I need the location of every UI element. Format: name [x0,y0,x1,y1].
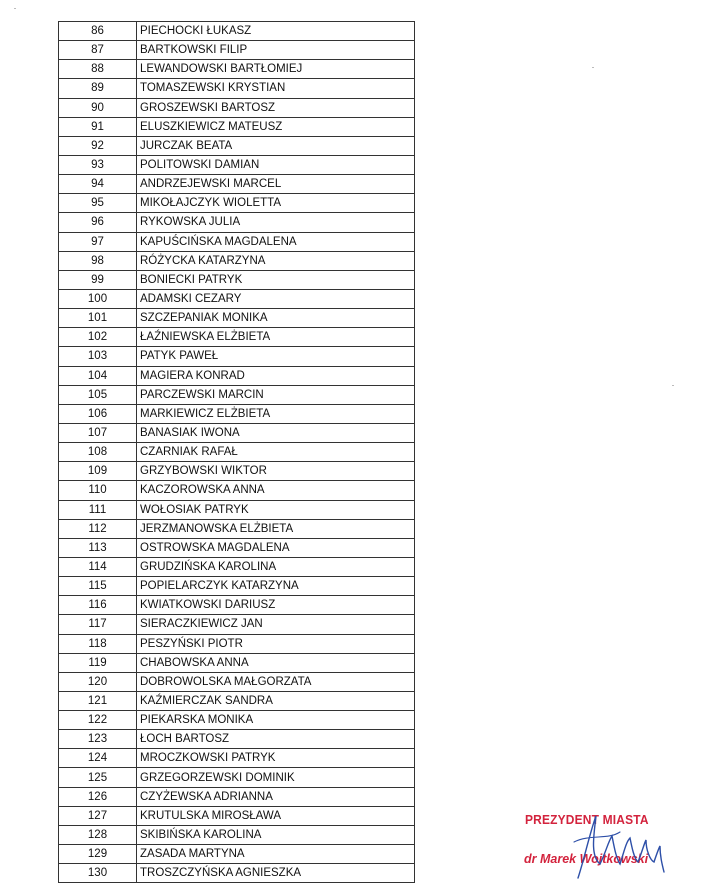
person-name: GRZEGORZEWSKI DOMINIK [137,768,415,787]
person-name: MAGIERA KONRAD [137,366,415,385]
row-number: 129 [59,845,137,864]
names-table-body [59,22,415,883]
person-name: CZYŻEWSKA ADRIANNA [137,787,415,806]
person-name: KAŹMIERCZAK SANDRA [137,691,415,710]
scan-speck [14,8,16,9]
row-number: 113 [59,538,137,557]
table-row [59,825,415,844]
table-row [59,309,415,328]
table-row [59,577,415,596]
table-row [59,347,415,366]
row-number: 86 [59,22,137,41]
row-number: 118 [59,634,137,653]
person-name: GROSZEWSKI BARTOSZ [137,98,415,117]
table-row [59,634,415,653]
person-name: ZASADA MARTYNA [137,845,415,864]
row-number: 91 [59,117,137,136]
person-name: TROSZCZYŃSKA AGNIESZKA [137,864,415,883]
table-row [59,41,415,60]
row-number: 128 [59,825,137,844]
row-number: 88 [59,60,137,79]
person-name: PATYK PAWEŁ [137,347,415,366]
person-name: MIKOŁAJCZYK WIOLETTA [137,194,415,213]
row-number: 99 [59,270,137,289]
row-number: 125 [59,768,137,787]
person-name: ANDRZEJEWSKI MARCEL [137,175,415,194]
person-name: PESZYŃSKI PIOTR [137,634,415,653]
table-row [59,462,415,481]
person-name: POLITOWSKI DAMIAN [137,155,415,174]
row-number: 119 [59,653,137,672]
person-name: KWIATKOWSKI DARIUSZ [137,596,415,615]
row-number: 105 [59,385,137,404]
person-name: ŁOCH BARTOSZ [137,730,415,749]
row-number: 106 [59,404,137,423]
table-row [59,194,415,213]
table-row [59,596,415,615]
table-row [59,136,415,155]
person-name: ADAMSKI CEZARY [137,289,415,308]
person-name: CZARNIAK RAFAŁ [137,443,415,462]
person-name: SIERACZKIEWICZ JAN [137,615,415,634]
row-number: 90 [59,98,137,117]
table-row [59,615,415,634]
table-row [59,385,415,404]
person-name: KAPUŚCIŃSKA MAGDALENA [137,232,415,251]
row-number: 122 [59,711,137,730]
person-name: PIECHOCKI ŁUKASZ [137,22,415,41]
table-row [59,806,415,825]
row-number: 108 [59,443,137,462]
table-row [59,481,415,500]
table-row [59,557,415,576]
row-number: 121 [59,691,137,710]
handwritten-signature [560,812,704,881]
person-name: SZCZEPANIAK MONIKA [137,309,415,328]
row-number: 100 [59,289,137,308]
table-row [59,864,415,883]
row-number: 123 [59,730,137,749]
table-row [59,213,415,232]
row-number: 126 [59,787,137,806]
person-name: DOBROWOLSKA MAŁGORZATA [137,672,415,691]
person-name: JERZMANOWSKA ELŻBIETA [137,519,415,538]
table-row [59,672,415,691]
row-number: 117 [59,615,137,634]
row-number: 97 [59,232,137,251]
table-row [59,845,415,864]
table-row [59,251,415,270]
row-number: 130 [59,864,137,883]
table-row [59,519,415,538]
table-row [59,98,415,117]
table-row [59,443,415,462]
table-row [59,404,415,423]
table-row [59,366,415,385]
table-row [59,22,415,41]
table-row [59,155,415,174]
table-row [59,500,415,519]
person-name: KACZOROWSKA ANNA [137,481,415,500]
person-name: RÓŻYCKA KATARZYNA [137,251,415,270]
person-name: PARCZEWSKI MARCIN [137,385,415,404]
person-name: RYKOWSKA JULIA [137,213,415,232]
row-number: 104 [59,366,137,385]
row-number: 94 [59,175,137,194]
stamp-title: PREZYDENT MIASTA [525,812,649,827]
person-name: TOMASZEWSKI KRYSTIAN [137,79,415,98]
row-number: 95 [59,194,137,213]
row-number: 103 [59,347,137,366]
row-number: 111 [59,500,137,519]
table-row [59,289,415,308]
person-name: SKIBIŃSKA KAROLINA [137,825,415,844]
row-number: 124 [59,749,137,768]
table-row [59,175,415,194]
table-row [59,538,415,557]
row-number: 102 [59,328,137,347]
table-row [59,79,415,98]
table-row [59,60,415,79]
person-name: WOŁOSIAK PATRYK [137,500,415,519]
scan-speck [592,67,594,68]
table-row [59,711,415,730]
person-name: BANASIAK IWONA [137,423,415,442]
person-name: CHABOWSKA ANNA [137,653,415,672]
row-number: 98 [59,251,137,270]
row-number: 114 [59,557,137,576]
table-row [59,270,415,289]
person-name: POPIELARCZYK KATARZYNA [137,577,415,596]
table-row [59,232,415,251]
table-row [59,691,415,710]
table-row [59,653,415,672]
row-number: 101 [59,309,137,328]
row-number: 115 [59,577,137,596]
person-name: ELUSZKIEWICZ MATEUSZ [137,117,415,136]
row-number: 107 [59,423,137,442]
row-number: 120 [59,672,137,691]
names-table [58,21,415,883]
row-number: 109 [59,462,137,481]
person-name: LEWANDOWSKI BARTŁOMIEJ [137,60,415,79]
table-row [59,749,415,768]
table-row [59,787,415,806]
table-row [59,730,415,749]
row-number: 87 [59,41,137,60]
scan-speck [672,385,674,386]
person-name: MROCZKOWSKI PATRYK [137,749,415,768]
table-row [59,423,415,442]
stamp-signatory-name: dr Marek Wojtkowski [524,852,649,866]
row-number: 116 [59,596,137,615]
table-row [59,768,415,787]
row-number: 96 [59,213,137,232]
row-number: 127 [59,806,137,825]
person-name: JURCZAK BEATA [137,136,415,155]
table-row [59,328,415,347]
person-name: OSTROWSKA MAGDALENA [137,538,415,557]
person-name: ŁAŹNIEWSKA ELŻBIETA [137,328,415,347]
row-number: 92 [59,136,137,155]
row-number: 112 [59,519,137,538]
person-name: MARKIEWICZ ELŻBIETA [137,404,415,423]
person-name: GRZYBOWSKI WIKTOR [137,462,415,481]
row-number: 89 [59,79,137,98]
row-number: 93 [59,155,137,174]
person-name: BARTKOWSKI FILIP [137,41,415,60]
row-number: 110 [59,481,137,500]
person-name: BONIECKI PATRYK [137,270,415,289]
table-row [59,117,415,136]
person-name: KRUTULSKA MIROSŁAWA [137,806,415,825]
person-name: PIEKARSKA MONIKA [137,711,415,730]
person-name: GRUDZIŃSKA KAROLINA [137,557,415,576]
